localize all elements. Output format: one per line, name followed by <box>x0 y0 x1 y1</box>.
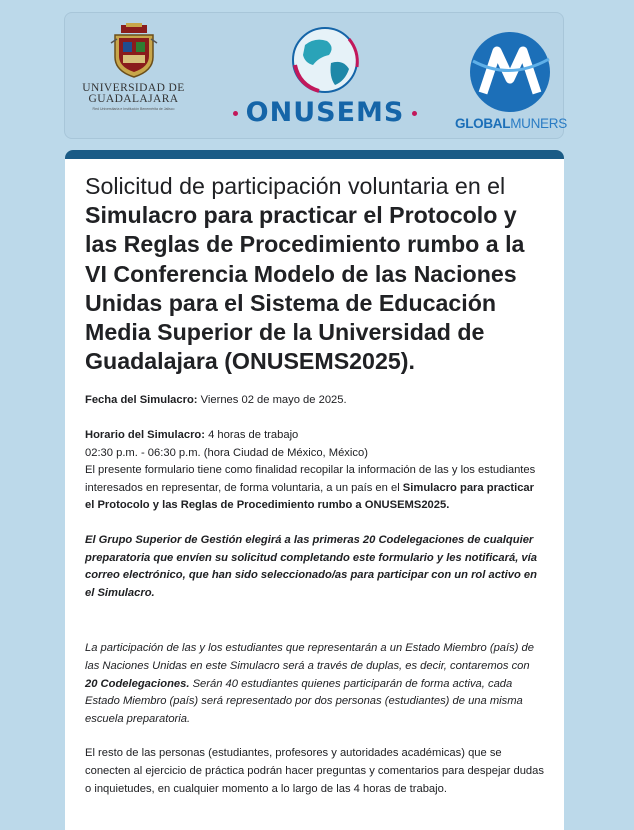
dot-left-icon <box>233 111 238 116</box>
purpose-text: El presente formulario tiene como finalidad recopilar la información de las y los estudiantes interesados en representar, de forma voluntaria, a un país en el <box>85 464 536 494</box>
globe-icon <box>285 25 365 95</box>
participation-paragraph <box>85 640 544 728</box>
horario-line <box>85 427 544 445</box>
form-header-card <box>65 150 564 830</box>
globalmuners-bold: GLOBAL <box>455 116 511 131</box>
header-banner <box>64 12 567 139</box>
form-title-normal: Solicitud de participación voluntaria en el <box>85 173 506 199</box>
purpose-paragraph <box>85 462 544 515</box>
dot-right-icon <box>412 111 417 116</box>
selection-paragraph <box>85 532 544 602</box>
fecha-value: Viernes 02 de mayo de 2025. <box>197 394 347 407</box>
purpose-bold: Simulacro para practicar el Protocolo y las Reglas de Procedimiento rumbo a ONUSEMS2025. <box>85 481 534 512</box>
form-title-bold: Simulacro para practicar el Protocolo y las Reglas de Procedimiento rumbo a la VI Conferencia Modelo de las Naciones Unidas para el Sistema de Educación Media Superior de la Universidad de Guadalajara (ONUSEMS2025). <box>85 202 525 375</box>
udg-name <box>81 83 186 105</box>
onusems-logo <box>220 23 430 133</box>
selection-text: El Grupo Superior de Gestión elegirá a las primeras 20 Codelegaciones de cualquier preparatoria que envíen su solicitud completando este formulario y les notificará, vía correo electrónico, que han sido seleccionado/as para participar con un rol activo en el Simulacro. <box>85 533 537 599</box>
horario-value: 4 horas de trabajo <box>204 429 299 442</box>
fecha-label: Fecha del Simulacro: <box>85 394 198 407</box>
udg-subtitle: Red Universitaria e Institución Benemérita de Jalisco <box>92 107 175 111</box>
onusems-wordmark <box>220 97 430 128</box>
participation-bold: 20 Codelegaciones. <box>85 677 190 690</box>
form-description <box>85 392 544 798</box>
horario-detail: 02:30 p.m. - 06:30 p.m. (hora Ciudad de México, México) <box>85 446 368 459</box>
globalmuners-light: MUNERS <box>510 116 567 131</box>
participation-text-1: La participación de las y los estudiantes que representarán a un Estado Miembro (país) de las Naciones Unidas en este Simulacro será a través de duplas, es decir, contaremos con <box>85 642 535 672</box>
horario-label: Horario del Simulacro: <box>85 429 205 442</box>
globalmuners-globe-icon <box>465 31 555 113</box>
rest-paragraph: El resto de las personas (estudiantes, profesores y autoridades académicas) que se conecten al ejercicio de práctica podrán hacer preguntas y comentarios para despejar dudas o inquietudes, en cualquier momento a lo largo de las 4 horas de trabajo. <box>85 747 544 795</box>
globalmuners-wordmark <box>455 116 567 131</box>
udg-crest-icon <box>109 23 159 79</box>
form-title <box>85 172 544 376</box>
udg-name-line2: GUADALAJARA <box>88 93 179 105</box>
participation-text-2: Serán 40 estudiantes quienes participarán de forma activa, cada Estado Miembro (país) será representado por dos personas (estudiantes) de una misma escuela preparatoria. <box>85 677 523 725</box>
fecha-line <box>85 392 544 410</box>
globalmuners-logo <box>453 31 567 135</box>
onusems-text: ONUSEMS <box>245 97 405 128</box>
udg-logo <box>81 23 186 133</box>
udg-name-line1: UNIVERSIDAD DE <box>82 82 185 94</box>
card-accent-bar <box>65 150 564 159</box>
